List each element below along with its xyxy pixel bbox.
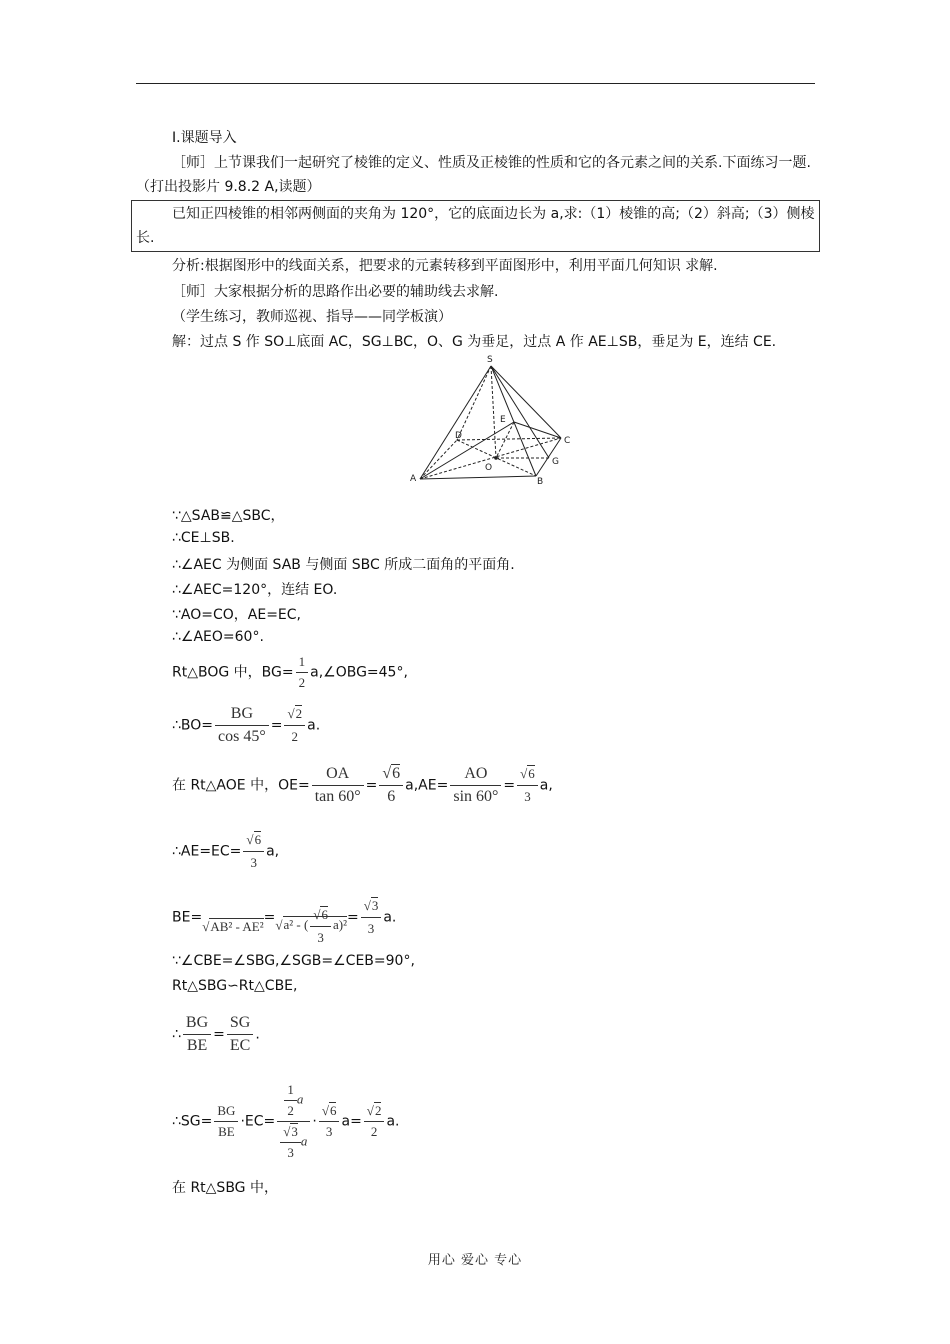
label-E: E	[500, 415, 506, 425]
fraction-sqrt3-3: $\frac{√3}{3}$	[361, 895, 382, 940]
fraction-sqrt6-3: $\frac{√6}{3}$	[310, 904, 331, 949]
radicand: 6	[254, 832, 262, 847]
fraction-sqrt2-2: $\frac{√2}{2}$	[364, 1101, 385, 1142]
fraction-ao-sin60	[450, 763, 501, 808]
label-A: A	[410, 474, 417, 484]
step-ce-perp: ∴CE⊥SB.	[172, 530, 235, 546]
var-a: a	[300, 1133, 308, 1149]
step-bo-pre: ∴BO=	[172, 717, 214, 734]
radicand: 6	[329, 1103, 337, 1118]
den: 3	[317, 930, 324, 945]
fraction-sg-ec	[227, 1012, 253, 1057]
fraction-sqrt6-3: $\frac{√6}{3}$	[243, 829, 264, 874]
step-angle-60: ∴∠AEO=60°.	[172, 629, 264, 645]
den: sin 60°	[453, 788, 499, 805]
label-B: B	[537, 477, 544, 487]
den: 6	[387, 788, 396, 805]
step-rt-sbg: 在 Rt△SBG 中，	[172, 1180, 278, 1196]
teacher-prompt: ［师］大家根据分析的思路作出必要的辅助线去求解.	[172, 284, 499, 300]
den: 2	[370, 1124, 378, 1139]
step-sg-ec: ·EC=	[240, 1113, 276, 1130]
num: SG	[227, 1012, 253, 1035]
num: 1	[296, 652, 309, 673]
step-angle-120: ∴∠AEC=120°，连结 EO.	[172, 582, 338, 598]
den: BE	[218, 1124, 235, 1139]
step-ae-pre: a,AE=	[405, 777, 449, 794]
num: 1	[284, 1080, 297, 1101]
fraction-oa-tan60	[312, 763, 364, 808]
num: BG	[183, 1012, 211, 1035]
den: 3	[367, 921, 375, 936]
step-be	[172, 886, 396, 949]
step-aeec-pre: ∴AE=EC=	[172, 843, 242, 860]
equals: =	[263, 909, 276, 926]
den: BE	[186, 1037, 208, 1054]
fraction-sqrt6-3: $\frac{√6}{3}$	[319, 1101, 340, 1142]
radicand: 2	[295, 706, 303, 721]
base-AB	[420, 476, 536, 479]
num: AO	[450, 763, 501, 786]
height-SO	[491, 366, 496, 458]
fraction-compound: $\frac{1}{2}$ a $\frac{√3}{3}$ a	[277, 1080, 310, 1163]
den: cos 45°	[218, 728, 266, 745]
den: 3	[325, 1124, 333, 1139]
step-ae-ec	[172, 829, 279, 874]
fraction-sqrt2-2: $\frac{√2}{2}$	[284, 703, 305, 748]
step-aeec-post: a,	[266, 843, 280, 860]
num: BG	[214, 1101, 238, 1122]
pyramid-figure	[400, 352, 580, 487]
label-O: O	[485, 463, 493, 473]
label-G: G	[552, 457, 559, 467]
den: EC	[229, 1037, 251, 1054]
var-a: a	[296, 1091, 304, 1107]
radicand: 6	[528, 766, 535, 781]
slant-SG	[491, 366, 549, 458]
radicand: AB² - AE²	[210, 918, 264, 934]
equals: =	[503, 777, 516, 794]
step-oe-ae	[172, 763, 553, 808]
equals: =	[365, 777, 378, 794]
step-ratio-post: .	[255, 1026, 260, 1043]
num: BG	[215, 703, 269, 726]
fraction-bg-cos45	[215, 703, 269, 748]
radicand: 6	[392, 765, 401, 782]
label-S: S	[487, 355, 493, 365]
radicand: 3	[371, 898, 379, 913]
fraction-half	[296, 652, 309, 693]
fraction-bg-be	[214, 1101, 238, 1142]
base-DC	[457, 438, 561, 440]
step-equal-sides: ∵AO=CO，AE=EC,	[172, 607, 302, 623]
den: 2	[298, 675, 306, 690]
equals: =	[213, 1026, 225, 1043]
num: OA	[312, 763, 364, 786]
activity-note: （学生练习，教师巡视、指导——同学板演）	[172, 309, 452, 325]
step-ae-post: a,	[539, 777, 553, 794]
fraction-sqrt6-3: $\frac{√6}{3}$	[517, 763, 538, 808]
point-O	[494, 456, 498, 460]
radicand-pre: a² - (	[283, 917, 309, 933]
edge-SA	[420, 366, 491, 479]
step-congruent: ∵△SAB≌△SBC，	[172, 508, 285, 524]
label-C: C	[564, 436, 571, 446]
step-bo	[172, 703, 320, 748]
step-ratio	[172, 1012, 260, 1057]
step-ratio-pre: ∴	[172, 1026, 181, 1043]
equals: =	[270, 717, 283, 734]
header-rule	[136, 83, 815, 84]
edge-SC	[491, 366, 561, 438]
dot: ·	[312, 1113, 317, 1130]
step-dihedral: ∴∠AEC 为侧面 SAB 与侧面 SBC 所成二面角的平面角.	[172, 557, 515, 573]
step-sg	[172, 1080, 399, 1163]
label-D: D	[455, 431, 462, 441]
den: 2	[291, 729, 299, 744]
step-similar: Rt△SBG∽Rt△CBE,	[172, 978, 298, 994]
step-be-pre: BE=	[172, 909, 203, 926]
fraction-sqrt6-6: $\frac{√6}{6}$	[379, 763, 403, 808]
radicand-post: a)²	[332, 917, 347, 933]
step-sg-pre: ∴SG=	[172, 1113, 213, 1130]
edge-SB	[491, 366, 536, 476]
step-be-post: a.	[383, 909, 397, 926]
solution-intro: 解：过点 S 作 SO⊥底面 AC，SG⊥BC，O、G 为垂足，过点 A 作 AE⊥SB，垂足为 E，连结 CE.	[172, 334, 777, 350]
den: 2	[287, 1103, 294, 1118]
step-bo-post: a.	[307, 717, 321, 734]
den: 3	[524, 789, 531, 804]
intro-paragraph: ［师］上节课我们一起研究了棱锥的定义、性质及正棱锥的性质和它的各元素之间的关系.下面练习一题.（打出投影片 9.8.2 A,读题）	[136, 155, 811, 195]
section-heading: Ⅰ.课题导入	[172, 130, 237, 146]
fraction-bg-be	[183, 1012, 211, 1057]
radicand: 3	[291, 1124, 298, 1139]
step-bg	[172, 652, 408, 693]
radical-ab-ae: √AB² - AE²	[202, 918, 264, 934]
analysis-text: 分析:根据图形中的线面关系，把要求的元素转移到平面图形中，利用平面几何知识 求解.	[172, 258, 718, 274]
den: 3	[287, 1145, 294, 1160]
radicand: 6	[321, 907, 328, 922]
step-angles-equal: ∵∠CBE=∠SBG,∠SGB=∠CEB=90°,	[172, 953, 415, 969]
step-bg-pre: Rt△BOG 中，BG=	[172, 664, 294, 681]
edge-SD	[457, 366, 491, 440]
step-sg-a-eq: a=	[341, 1113, 362, 1130]
radical-a2-sqrt6: √a² - ( $\frac{√6}{3}$ a)²	[275, 904, 347, 949]
problem-text: 已知正四棱锥的相邻两侧面的夹角为 120°，它的底面边长为 a,求:（1）棱锥的高;（2）斜高;（3）侧棱长.	[136, 206, 815, 246]
line-EC	[514, 422, 561, 438]
den: tan 60°	[314, 788, 361, 805]
equals: =	[346, 909, 359, 926]
den: 3	[250, 855, 257, 870]
radicand: 2	[374, 1103, 382, 1118]
page-footer: 用心 爱心 专心	[427, 1253, 523, 1268]
step-bg-post: a,∠OBG=45°,	[310, 664, 408, 681]
step-oe-pre: 在 Rt△AOE 中，OE=	[172, 777, 310, 794]
step-sg-post: a.	[386, 1113, 400, 1130]
